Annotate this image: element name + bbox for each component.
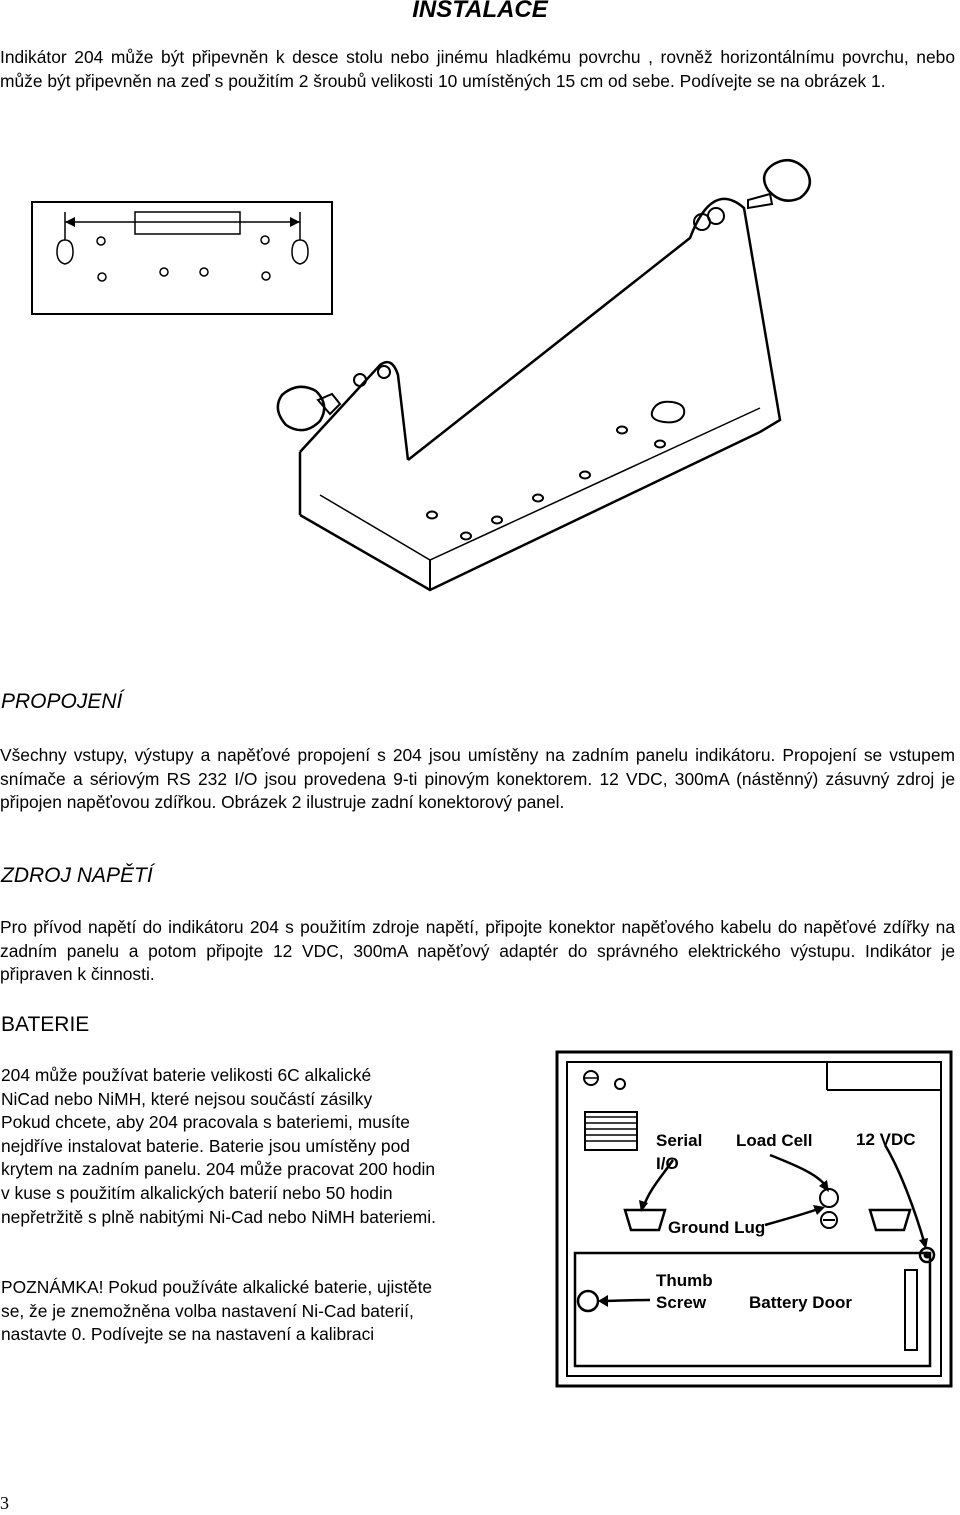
connection-paragraph [0, 744, 955, 815]
ground-lug-label: Ground Lug [668, 1218, 766, 1237]
power-heading: ZDROJ NAPĚTÍ [1, 864, 153, 887]
battery-line: krytem na zadním panelu. 204 může pracovat 200 hodin [1, 1159, 436, 1180]
connection-text: Všechny vstupy, výstupy a napěťové propojení s 204 jsou umístěny na zadním panelu indikátoru. Propojení se vstupem snímače a sériovým RS 232 I/O jsou provedena 9-ti pinovým konektorem. 12 VDC, 300mA (nástěnný) zásuvný zdroj je připojen napěťovou zdířkou. Obrázek 2 ilustruje zadní konektorový panel. [0, 745, 955, 812]
battery-line: v kuse s použitím alkalických baterií nebo 50 hodin [1, 1182, 393, 1203]
battery-line: Pokud chcete, aby 204 pracovala s bateriemi, musíte [1, 1112, 410, 1133]
note-line: nastavte 0. Podívejte se na nastavení a kalibraci [1, 1324, 375, 1345]
page-title: INSTALACE [412, 0, 548, 23]
thumb-label: Thumb [656, 1271, 713, 1290]
load-cell-label: Load Cell [736, 1131, 813, 1150]
power-text: Pro přívod napětí do indikátoru 204 s použitím zdroje napětí, připojte konektor napěťového kabelu do napěťové zdířky na zadním panelu a potom připojte 12 VDC, 300mA napěťový adaptér do správného elektrického výstupu. Indikátor je připraven k činnosti. [0, 917, 955, 984]
battery-line: 204 může používat baterie velikosti 6C alkalické [1, 1065, 372, 1085]
mounting-bracket-figure [0, 150, 960, 620]
battery-door-label: Battery Door [749, 1293, 852, 1312]
note-paragraph [1, 1276, 541, 1347]
installation-paragraph [0, 46, 955, 93]
battery-line: nepřetržitě s plně nabitými Ni-Cad nebo NiMH bateriemi. [1, 1206, 436, 1227]
battery-heading: BATERIE [1, 1013, 90, 1036]
connection-heading: PROPOJENÍ [1, 690, 123, 713]
page-number: 3 [0, 1493, 9, 1513]
installation-text: Indikátor 204 může být připevněn k desce stolu nebo jinému hladkému povrchu , rovněž horizontálnímu povrchu, nebo může být připevněn na zeď s použitím 2 šroubů velikosti 10 umístěných 15 cm od sebe. Podívejte se na obrázek 1. [0, 47, 955, 91]
screw-label: Screw [656, 1293, 707, 1312]
serial-label: Serial [656, 1131, 703, 1150]
note-line: POZNÁMKA! Pokud používáte alkalické baterie, ujistěte [1, 1277, 433, 1297]
vdc-label: 12 VDC [856, 1130, 916, 1149]
rear-panel-figure [555, 1050, 955, 1390]
battery-line: nejdříve instalovat baterie. Baterie jsou umístěny pod [1, 1135, 410, 1156]
battery-paragraph [1, 1064, 541, 1229]
battery-line: NiCad nebo NiMH, které nejsou součástí zásilky [1, 1088, 373, 1109]
note-line: se, že je znemožněna volba nastavení Ni-Cad baterií, [1, 1300, 414, 1321]
io-label: I/O [656, 1154, 679, 1173]
power-paragraph [0, 916, 955, 987]
